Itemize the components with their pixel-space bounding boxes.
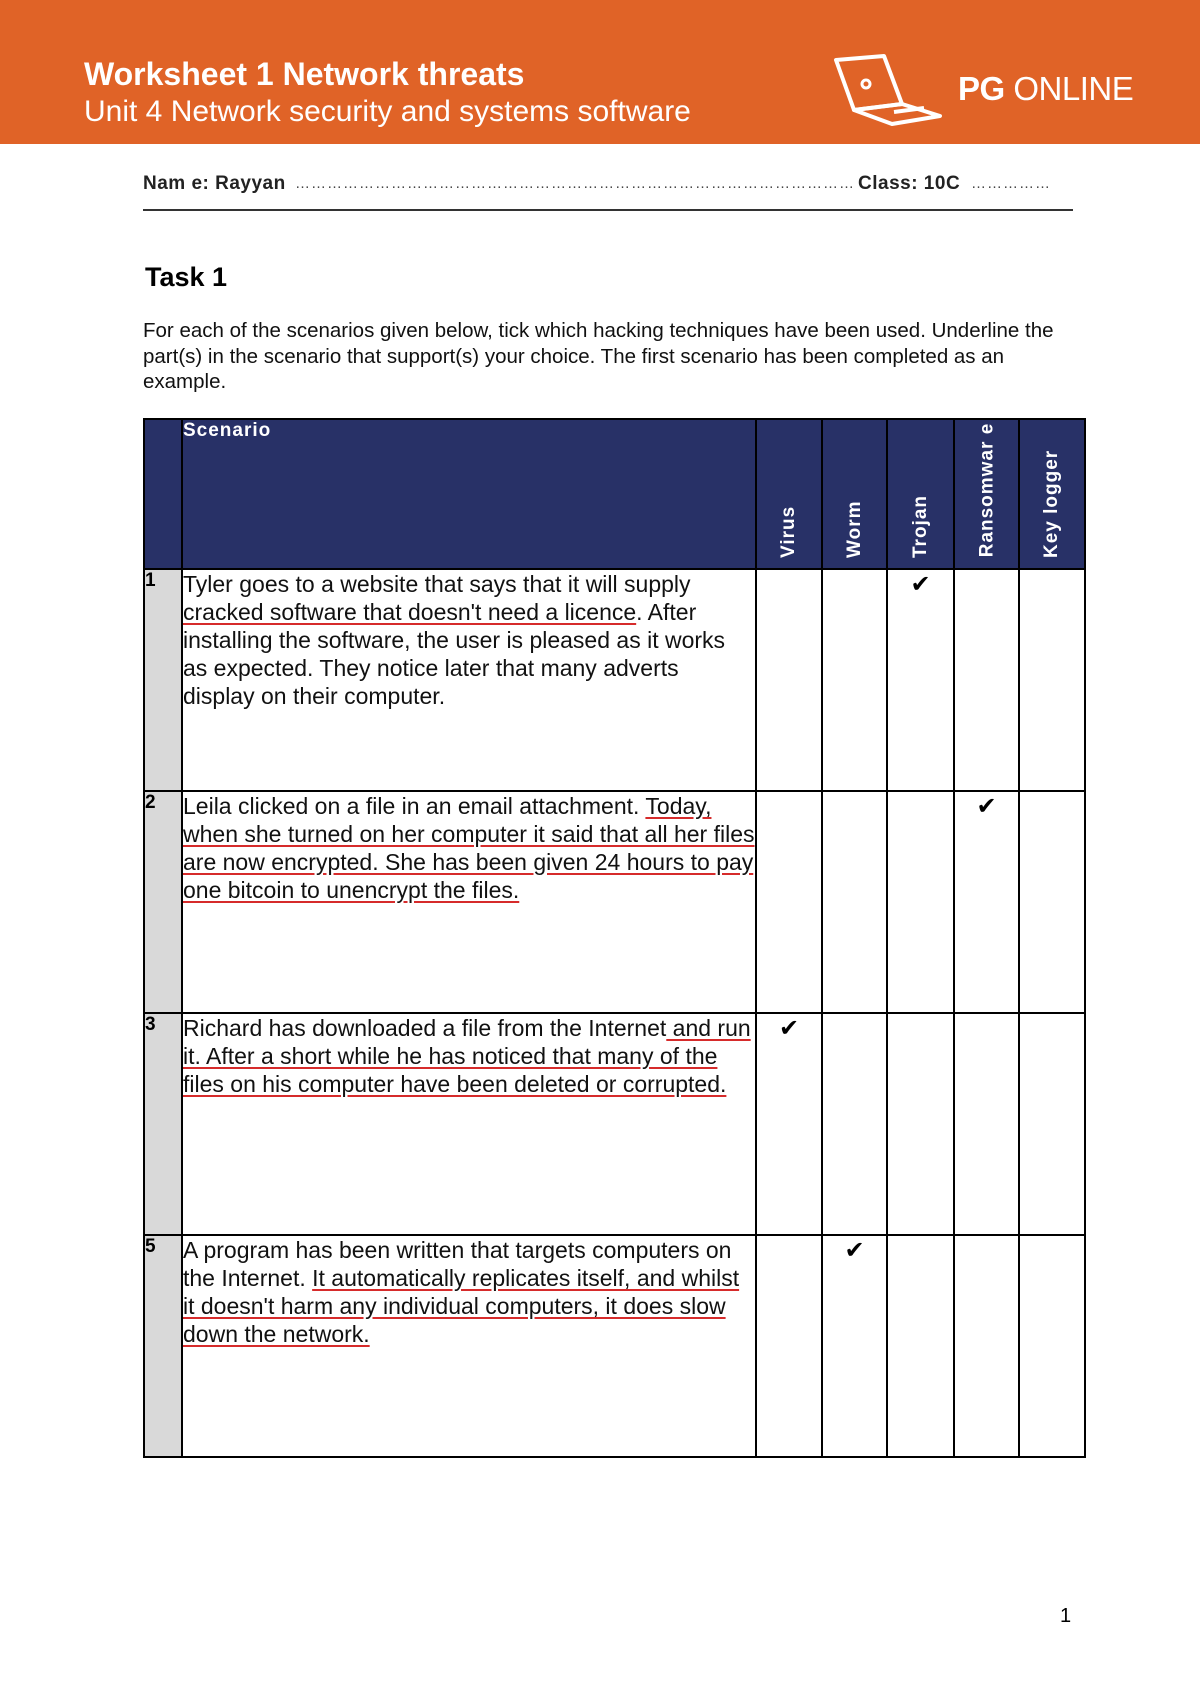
tick-cell[interactable] xyxy=(954,1235,1019,1457)
underlined-evidence: It automatically replicates itself, and whilst it doesn't harm any individual computers, it does slow down the network. xyxy=(183,1265,740,1347)
scenario-header: Scenario xyxy=(182,419,756,569)
column-header-label: Ransomwar e xyxy=(976,422,997,558)
logo-wordmark-light: ONLINE xyxy=(1013,70,1134,107)
column-header-worm xyxy=(822,419,887,569)
worksheet-title: Worksheet 1 Network threats xyxy=(84,56,525,92)
tick-cell[interactable] xyxy=(822,1235,887,1457)
tick-cell[interactable] xyxy=(954,791,1019,1013)
tick-cell[interactable] xyxy=(1019,791,1085,1013)
table-row xyxy=(144,791,1085,1013)
number-header xyxy=(144,419,182,569)
tick-mark: ✔ xyxy=(844,1237,865,1264)
student-name: Nam e: Rayyan xyxy=(143,173,286,194)
table-row xyxy=(144,569,1085,791)
table-row xyxy=(144,1013,1085,1235)
tick-cell[interactable] xyxy=(822,569,887,791)
header-banner xyxy=(0,0,1200,144)
column-header-label: Worm xyxy=(843,500,865,558)
student-class: Class: 10C xyxy=(858,173,961,194)
scenario-text-part: A program has been written that targets computers on the Internet. xyxy=(183,1237,732,1291)
tick-cell[interactable] xyxy=(954,569,1019,791)
tick-cell[interactable] xyxy=(887,569,954,791)
scenario-number: 1 xyxy=(144,569,182,791)
tick-cell[interactable] xyxy=(756,1235,822,1457)
tick-cell[interactable] xyxy=(887,1013,954,1235)
scenario-number: 5 xyxy=(144,1235,182,1457)
name-dotted-line: …………………………………………………………………………………………… xyxy=(295,175,855,192)
tick-cell[interactable] xyxy=(822,791,887,1013)
underlined-evidence: and run it. After a short while he has noticed that many of the files on his computer have been deleted or corrupted. xyxy=(183,1015,751,1097)
task-heading: Task 1 xyxy=(145,262,228,292)
scenario-number: 3 xyxy=(144,1013,182,1235)
column-header-key-logger xyxy=(1019,419,1085,569)
underlined-evidence: cracked software that doesn't need a licence xyxy=(183,599,637,625)
tick-cell[interactable] xyxy=(887,1235,954,1457)
tick-mark: ✔ xyxy=(976,793,997,820)
scenario-text-part: Richard has downloaded a file from the Internet xyxy=(183,1015,667,1041)
scenario-number: 2 xyxy=(144,791,182,1013)
scenario-text-part: Leila clicked on a file in an email attachment. xyxy=(183,793,646,819)
tick-cell[interactable] xyxy=(1019,1013,1085,1235)
laptop-icon xyxy=(832,52,952,128)
column-header-ransomware xyxy=(954,419,1019,569)
scenario-text xyxy=(182,1235,756,1457)
logo-wordmark xyxy=(958,70,1133,108)
tick-cell[interactable] xyxy=(822,1013,887,1235)
column-header-label: Trojan xyxy=(909,494,931,558)
task-instructions: For each of the scenarios given below, tick which hacking techniques have been used. Underline the part(s) in the scenario that support(s) your choice. The first scenario has been completed as an example. xyxy=(143,319,1054,393)
scenario-table xyxy=(143,418,1086,1458)
student-details-line xyxy=(143,173,1073,211)
tick-cell[interactable] xyxy=(1019,1235,1085,1457)
column-header-label: Key logger xyxy=(1041,449,1062,558)
tick-cell[interactable] xyxy=(756,569,822,791)
tick-mark: ✔ xyxy=(778,1015,800,1042)
unit-subtitle: Unit 4 Network security and systems software xyxy=(84,95,691,128)
tick-cell[interactable] xyxy=(954,1013,1019,1235)
scenario-text xyxy=(182,569,756,791)
table-header-row xyxy=(144,419,1085,569)
underlined-evidence: Today, when she turned on her computer it said that all her files are now encrypted. She has been given 24 hours to pay one bitcoin to unencrypt the files. xyxy=(183,793,755,903)
scenario-text-part: Tyler goes to a website that says that it will supply xyxy=(183,571,691,597)
logo-wordmark-bold: PG xyxy=(958,70,1005,107)
column-header-label: Virus xyxy=(778,505,799,558)
table-row xyxy=(144,1235,1085,1457)
page-number: 1 xyxy=(1060,1605,1072,1627)
tick-cell[interactable] xyxy=(1019,569,1085,791)
class-dotted-line: …………… xyxy=(971,175,1051,192)
tick-cell[interactable] xyxy=(756,791,822,1013)
scenario-text-part: . After installing the software, the user is pleased as it works as expected. They notice later that many adverts display on their computer. xyxy=(183,599,726,709)
scenario-text xyxy=(182,1013,756,1235)
column-header-trojan xyxy=(887,419,954,569)
tick-mark: ✔ xyxy=(910,571,931,598)
tick-cell[interactable] xyxy=(887,791,954,1013)
pg-online-logo xyxy=(832,52,1132,128)
scenario-text xyxy=(182,791,756,1013)
tick-cell[interactable] xyxy=(756,1013,822,1235)
column-header-virus xyxy=(756,419,822,569)
